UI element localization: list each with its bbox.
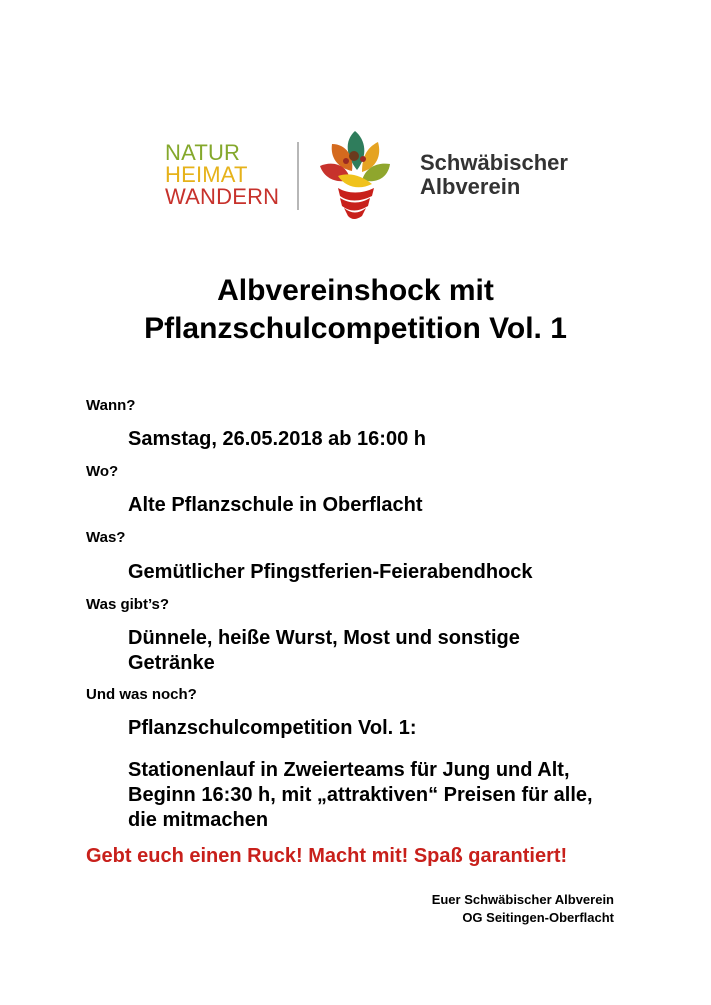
question-was-gibts: Was gibt’s? (86, 596, 170, 613)
answer-und-was-noch: Pflanzschulcompetition Vol. 1: (128, 717, 417, 739)
answer-was-gibts-line-2: Getränke (128, 652, 215, 674)
albverein-leaves-icon (316, 126, 394, 220)
answer-was-gibts (128, 626, 520, 676)
logo-divider (297, 142, 299, 210)
answer-was-gibts-line-1: Dünnele, heiße Wurst, Most und sonstige (128, 627, 520, 649)
natur-heimat-wandern-logo (165, 142, 279, 208)
call-to-action: Gebt euch einen Ruck! Macht mit! Spaß garantiert! (86, 845, 568, 867)
stationenlauf-line-2: Beginn 16:30 h, mit „attraktiven“ Preisen für alle, (128, 784, 593, 806)
sav-line2: Albverein (420, 174, 521, 199)
title-line-2: Pflanzschulcompetition Vol. 1 (144, 312, 567, 345)
stationenlauf-line-3: die mitmachen (128, 809, 269, 831)
signature-line-1: Euer Schwäbischer Albverein (431, 892, 614, 907)
page-title (0, 272, 711, 348)
signature-line-2: OG Seitingen-Oberflacht (462, 910, 614, 925)
question-wann: Wann? (86, 397, 136, 414)
logo-heimat: HEIMAT (165, 162, 248, 187)
signature (432, 891, 614, 927)
schwaebischer-albverein-logo-text (420, 151, 568, 199)
question-wo: Wo? (86, 463, 119, 480)
question-was: Was? (86, 529, 126, 546)
answer-wann: Samstag, 26.05.2018 ab 16:00 h (128, 428, 426, 450)
logo-area (0, 0, 711, 230)
answer-was: Gemütlicher Pfingstferien-Feierabendhock (128, 561, 533, 583)
answer-wo: Alte Pflanzschule in Oberflacht (128, 494, 423, 516)
answer-stationenlauf (128, 758, 593, 833)
logo-wandern: WANDERN (165, 184, 280, 209)
sav-line1: Schwäbischer (420, 150, 568, 175)
stationenlauf-line-1: Stationenlauf in Zweierteams für Jung und Alt, (128, 759, 570, 781)
title-line-1: Albvereinshock mit (217, 274, 494, 307)
question-und-was-noch: Und was noch? (86, 686, 197, 703)
logo-natur: NATUR (165, 140, 241, 165)
